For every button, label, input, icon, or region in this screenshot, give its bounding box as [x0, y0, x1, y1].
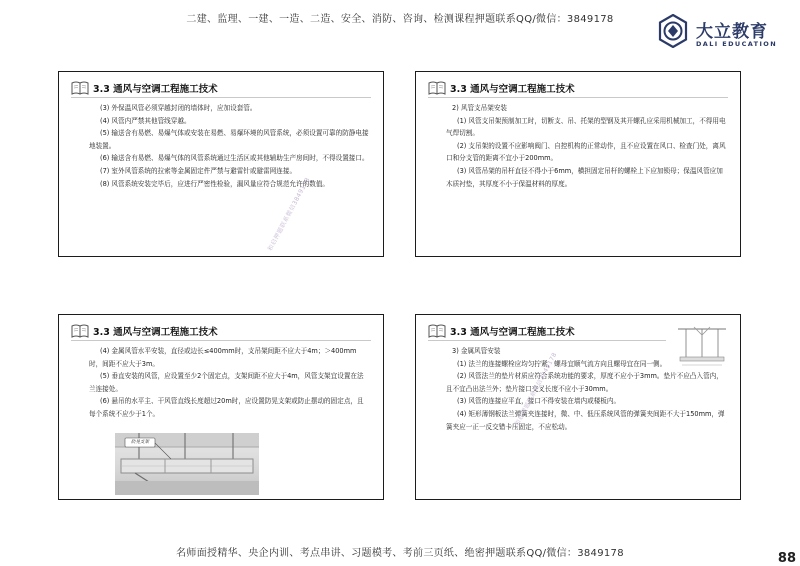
title-divider	[428, 340, 666, 341]
slide-4	[415, 314, 741, 500]
slide-3	[58, 314, 384, 500]
subheading: 2) 风管支吊架安装	[452, 104, 508, 112]
logo-emblem-icon	[656, 14, 690, 48]
slide-2	[415, 71, 741, 257]
paragraph: (5) 垂直安装的风管，应设置至少2个固定点，支架间距不应大于4m，风管支架宜设置在法兰连接处。	[89, 372, 364, 393]
paragraph: (6) 悬吊的水平主、干风管直线长度超过20m时，应设置防晃支架或防止摆动的固定点，且每个系统不应少于1个。	[89, 397, 364, 418]
book-icon	[71, 80, 89, 96]
title-divider	[71, 340, 371, 341]
footer-promo: 名师面授精华、央企内训、考点串讲、习题模考、考前三页纸、绝密押题联系QQ/微信：3849178	[176, 548, 624, 559]
paragraph: (1) 风管支吊架预制加工时，切断支、吊、托架的型钢及其开螺孔应采用机械加工，不得用电气焊切割。	[446, 116, 726, 138]
slide-body	[446, 102, 726, 190]
slide-body	[89, 102, 369, 190]
paragraph: (7) 室外风管系统的拉索等金属固定件严禁与避雷针或避雷网连接。	[100, 166, 297, 175]
slide-title: 3.3 通风与空调工程施工技术	[93, 327, 218, 338]
paragraph: (8) 风管系统安装完毕后，应进行严密性检验，漏风量应符合规范允许的数值。	[100, 179, 330, 188]
slide-body	[446, 345, 726, 433]
title-divider	[71, 97, 371, 98]
brand-logo	[656, 14, 796, 54]
paragraph: (2) 风管法兰的垫片材质应符合系统功能的要求，厚度不应小于3mm。垫片不应凸入管内，且不宜凸出法兰外；垫片接口交叉长度不应小于30mm。	[446, 372, 723, 393]
slide-title: 3.3 通风与空调工程施工技术	[450, 84, 575, 95]
paragraph: (3) 风管吊架的吊杆直径不得小于6mm，横担固定吊杆的螺栓上下应加锁母；保温风管应加木质衬垫，其厚度不小于保温材料的厚度。	[446, 166, 723, 188]
book-icon	[428, 323, 446, 339]
paragraph: (4) 矩形薄钢板法兰弹簧夹连接时，微、中、低压系统风管的弹簧夹间距不大于150mm，弹簧夹应一正一反交错卡压固定，不应松动。	[446, 409, 725, 431]
paragraph: (5) 输送含有易燃、易爆气体或安装在易燃、易爆环境的风管系统，必须设置可靠的防静电接地装置。	[89, 129, 369, 150]
logo-subtitle: DALI EDUCATION	[696, 40, 778, 48]
paragraph: (3) 外保温风管必须穿越封闭的墙体时，应加设套管。	[100, 104, 257, 112]
paragraph: (2) 支吊架的设置不应影响阀门、自控机构的正常动作，且不应设置在风口、检查门处，离风口和分支管的距离不宜小于200mm。	[446, 141, 726, 163]
watermark: 和启押题联系微信3849178	[513, 351, 559, 428]
slide-title: 3.3 通风与空调工程施工技术	[93, 84, 218, 95]
book-icon	[428, 80, 446, 96]
slide-body	[89, 345, 369, 421]
header-promo: 二建、监理、一建、一造、二造、安全、消防、咨询、检测课程押题联系QQ/微信：3849178	[186, 14, 614, 25]
slide-title: 3.3 通风与空调工程施工技术	[450, 327, 575, 338]
paragraph: (1) 法兰的连接螺栓应均匀拧紧，螺母宜顺气流方向且螺母宜在同一侧。	[457, 359, 667, 368]
paragraph: (4) 金属风管水平安装，直径或边长≤400mm时，支吊架间距不应大于4m；＞400mm时，间距不应大于3m。	[89, 347, 357, 368]
paragraph: (6) 输送含有易燃、易爆气体的风管系统通过生活区或其他辅助生产房间时，不得设置接口。	[100, 154, 369, 163]
logo-name: 大立教育	[696, 22, 768, 42]
title-divider	[428, 97, 728, 98]
subheading: 3) 金属风管安装	[452, 347, 501, 355]
page-number: 88	[777, 551, 796, 566]
watermark: 和启押题联系微信3849178	[266, 176, 312, 253]
paragraph: (4) 风管内严禁其他管线穿越。	[100, 116, 191, 125]
paragraph: (3) 风管的连接应平直，接口不得安装在墙内或楼板内。	[457, 397, 621, 406]
duct-support-photo	[115, 433, 259, 495]
photo-callout-label: 防晃支架	[131, 440, 149, 445]
slide-1	[58, 71, 384, 257]
book-icon	[71, 323, 89, 339]
